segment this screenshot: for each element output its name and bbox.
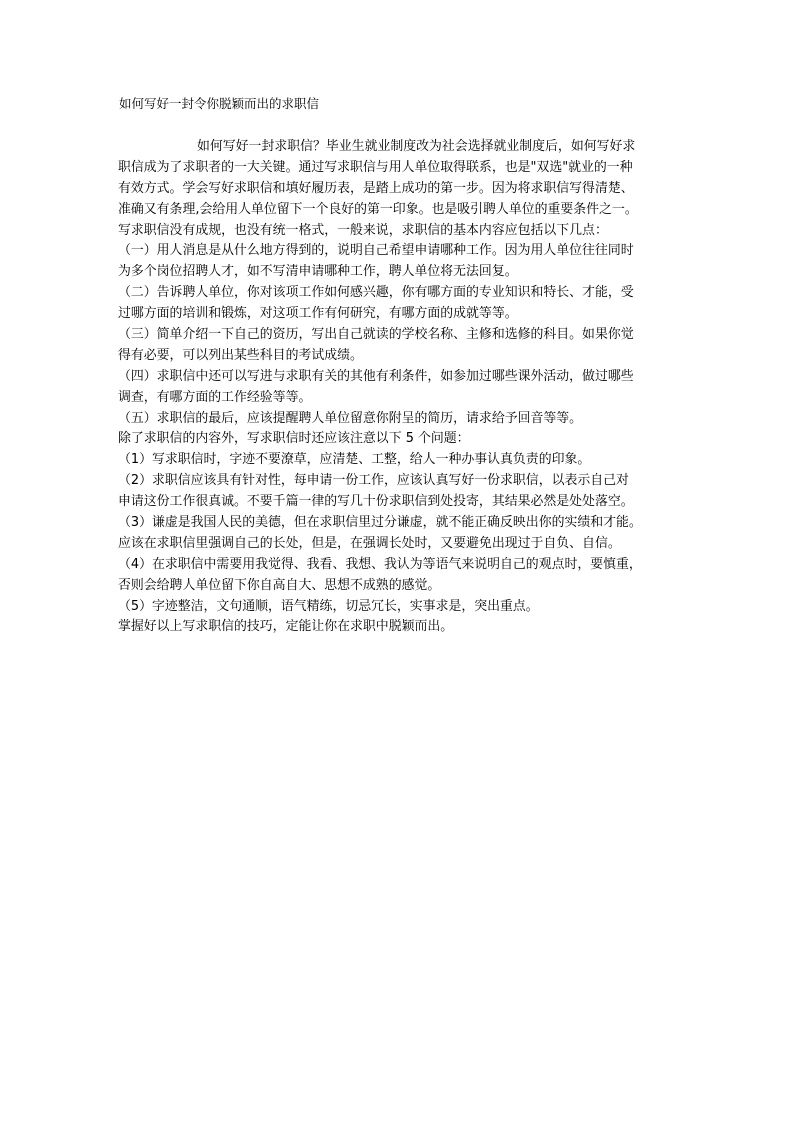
list-item-line: （3）谦虚是我国人民的美德，但在求职信里过分谦虚，就不能正确反映出你的实绩和才能。 bbox=[118, 515, 642, 531]
paragraph-line: 准确又有条理,会给用人单位留下一个良好的第一印象。也是吸引聘人单位的重要条件之一。 bbox=[118, 201, 638, 217]
document-title: 如何写好一封令你脱颖而出的求职信 bbox=[119, 96, 320, 111]
paragraph-line: 如何写好一封求职信？毕业生就业制度改为社会选择就业制度后，如何写好求 bbox=[197, 139, 636, 154]
list-item-line: 申请这份工作很真诚。不要千篇一律的写几十份求职信到处投寄，其结果必然是处处落空。 bbox=[118, 494, 634, 510]
list-item-line: （1）写求职信时，字迹不要潦草，应清楚、工整，给人一种办事认真负责的印象。 bbox=[118, 452, 591, 468]
paragraph-line: 有效方式。学会写好求职信和填好履历表，是踏上成功的第一步。因为将求职信写得清楚、 bbox=[118, 180, 634, 196]
list-item-line: （5）字迹整洁，文句通顺，语气精练，切忌冗长，实事求是，突出重点。 bbox=[118, 598, 539, 614]
paragraph-line: 写求职信没有成规，也没有统一格式，一般来说，求职信的基本内容应包括以下几点： bbox=[118, 222, 608, 238]
list-item-line: 否则会给聘人单位留下你自高自大、思想不成熟的感觉。 bbox=[118, 577, 441, 593]
document-body bbox=[118, 137, 684, 638]
paragraph-line: 职信成为了求职者的一大关键。通过写求职信与用人单位取得联系，也是"双选"就业的一种 bbox=[118, 159, 633, 175]
list-item-line: 过哪方面的培训和锻炼，对这项工作有何研究，有哪方面的成就等等。 bbox=[118, 306, 518, 322]
list-item-line: 应该在求职信里强调自己的长处，但是，在强调长处时，又要避免出现过于自负、自信。 bbox=[118, 535, 621, 551]
list-item-line: （五）求职信的最后，应该提醒聘人单位留意你附呈的简历，请求给予回音等等。 bbox=[118, 410, 583, 426]
list-item-line: （二）告诉聘人单位，你对该项工作如何感兴趣，你有哪方面的专业知识和特长、才能，受 bbox=[118, 285, 634, 301]
list-item-line: （2）求职信应该具有针对性，每申请一份工作，应该认真写好一份求职信，以表示自己对 bbox=[118, 473, 629, 489]
paragraph-line: 掌握好以上写求职信的技巧，定能让你在求职中脱颖而出。 bbox=[118, 619, 454, 635]
list-item-line: （四）求职信中还可以写进与求职有关的其他有利条件，如参加过哪些课外活动，做过哪些 bbox=[118, 368, 634, 384]
paragraph-line: 除了求职信的内容外，写求职信时还应该注意以下 5 个问题： bbox=[118, 431, 470, 447]
list-item-line: （4）在求职信中需要用我觉得、我看、我想、我认为等语气来说明自己的观点时，要慎重， bbox=[118, 556, 642, 572]
list-item-line: （三）简单介绍一下自己的资历，写出自己就读的学校名称、主修和选修的科目。如果你觉 bbox=[118, 327, 634, 343]
list-item-line: 得有必要，可以列出某些科目的考试成绩。 bbox=[118, 347, 363, 363]
list-item-line: 调查，有哪方面的工作经验等等。 bbox=[118, 389, 312, 405]
list-item-line: 为多个岗位招聘人才，如不写清申请哪种工作，聘人单位将无法回复。 bbox=[118, 264, 518, 280]
list-item-line: （一）用人消息是从什么地方得到的，说明自己希望申请哪种工作。因为用人单位往往同时 bbox=[118, 243, 634, 259]
